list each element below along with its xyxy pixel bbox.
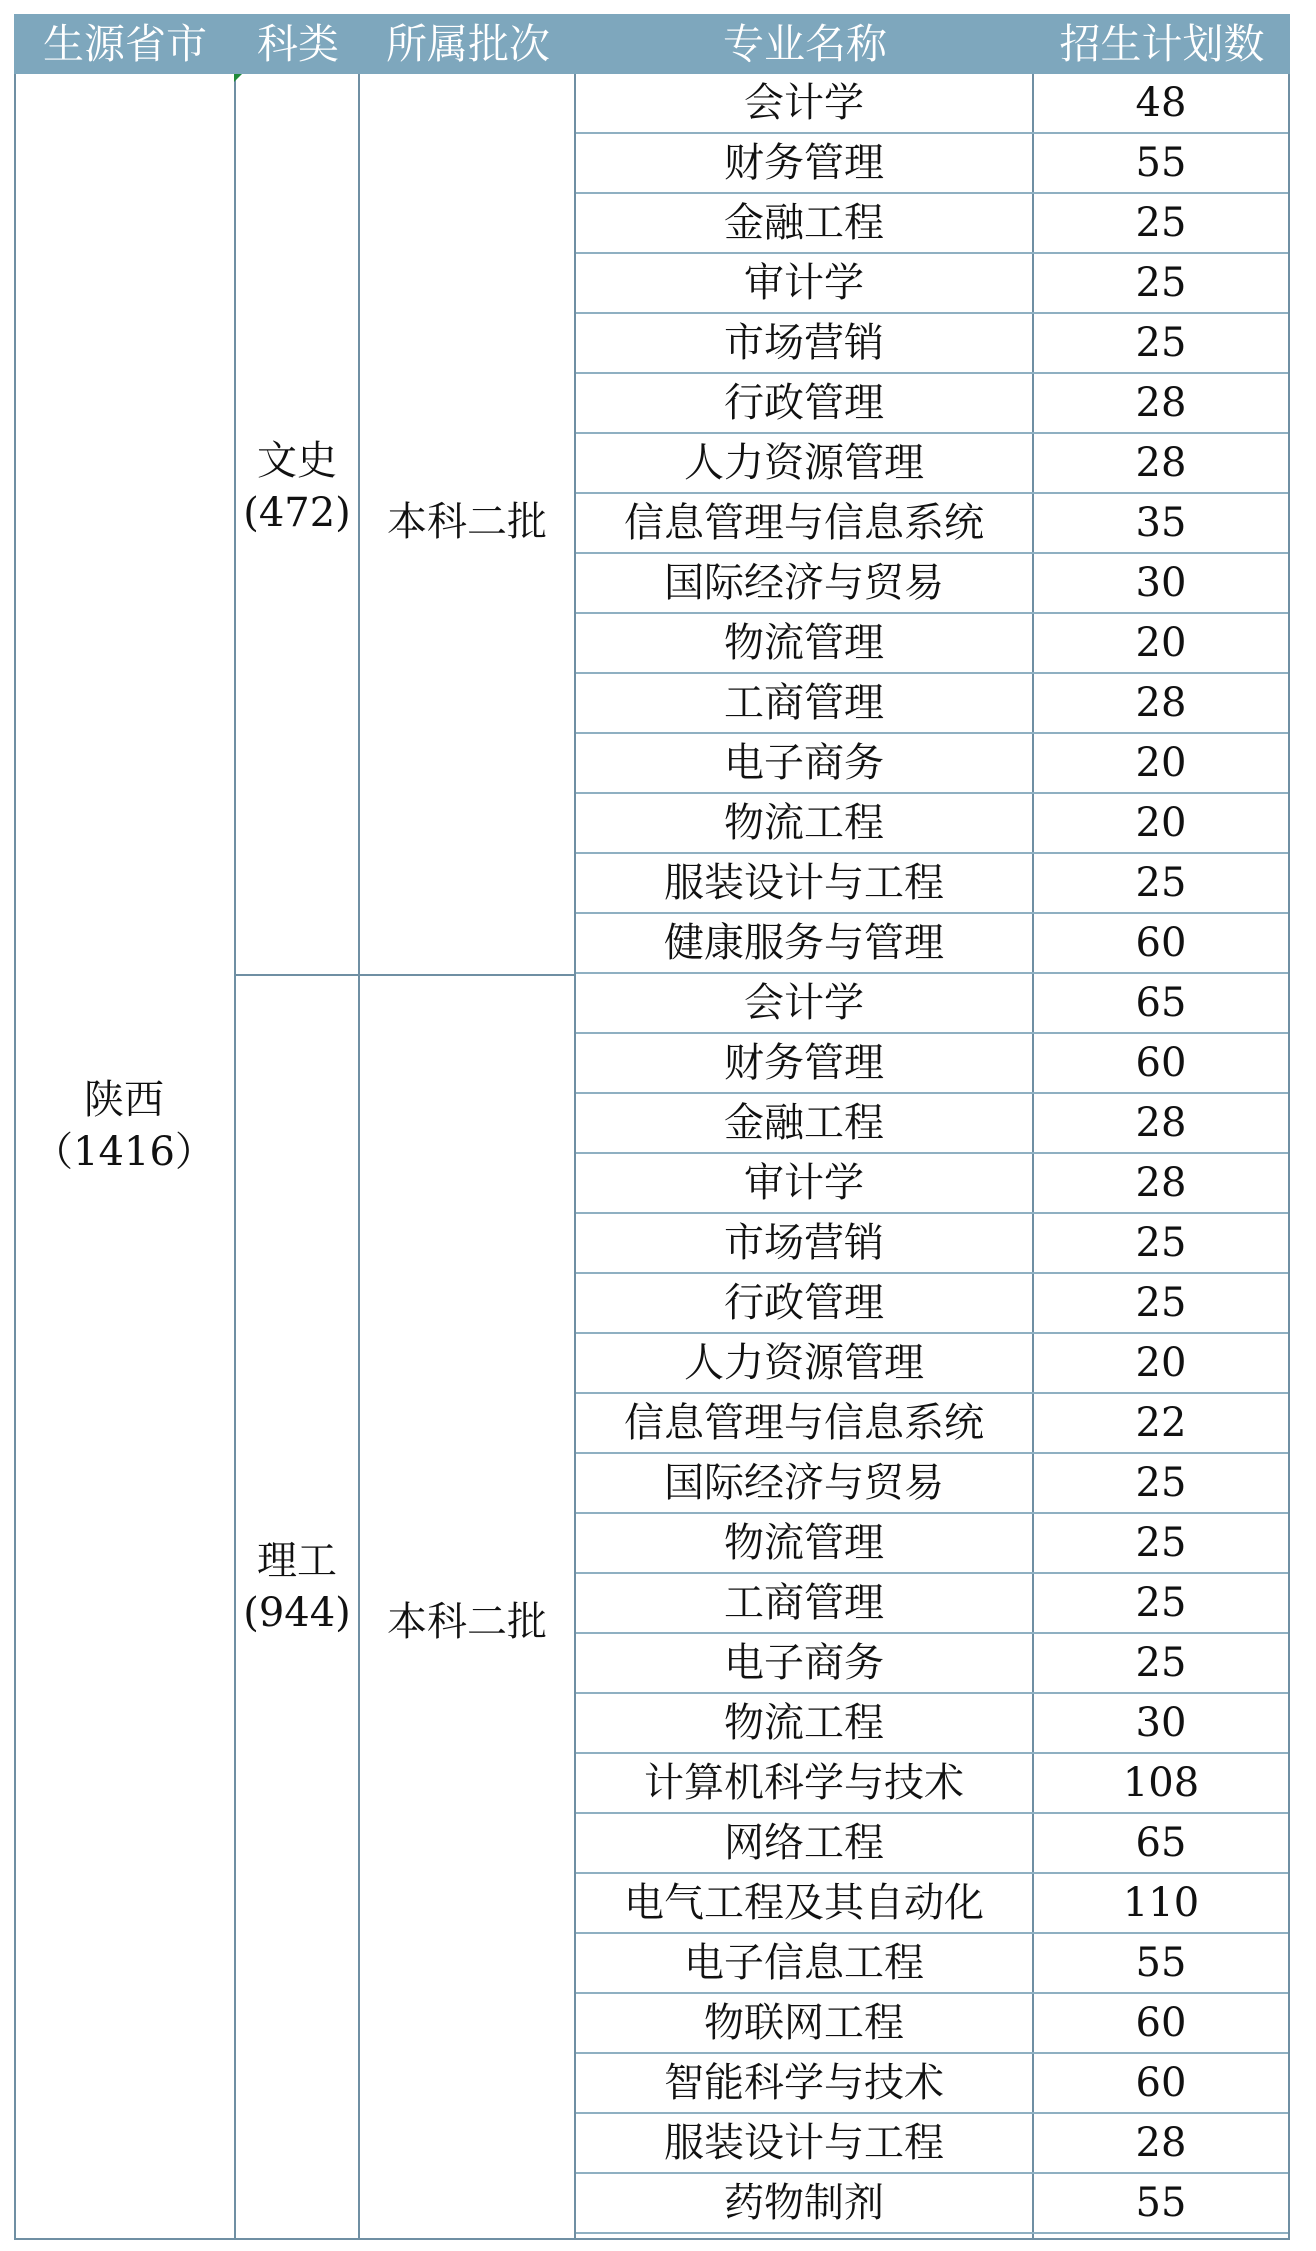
major-name: 物流管理 (724, 620, 884, 666)
major-name: 服装设计与工程 (664, 2120, 944, 2166)
province-total: （1416） (33, 1129, 215, 1175)
grid-line (234, 74, 236, 2240)
table-row (576, 1514, 1288, 1574)
plan-count: 20 (1135, 620, 1187, 666)
table-row (576, 1694, 1288, 1754)
plan-count: 60 (1135, 1040, 1187, 1086)
major-name: 工商管理 (724, 1580, 884, 1626)
plan-count: 20 (1135, 740, 1187, 786)
table-header (14, 14, 1290, 74)
plan-count: 25 (1135, 260, 1187, 306)
major-name: 市场营销 (724, 1220, 884, 1266)
major-name: 服装设计与工程 (664, 860, 944, 906)
table-row (576, 1394, 1288, 1454)
plan-count: 28 (1135, 2120, 1187, 2166)
table-row (576, 2054, 1288, 2114)
table-row (576, 1454, 1288, 1514)
table-row (576, 1634, 1288, 1694)
plan-count: 28 (1135, 1100, 1187, 1146)
plan-count: 22 (1135, 1400, 1187, 1446)
table-row (576, 314, 1288, 374)
major-name: 会计学 (744, 980, 864, 1026)
major-name: 电子商务 (724, 740, 884, 786)
header-category: 科类 (257, 20, 339, 68)
plan-count: 28 (1135, 680, 1187, 726)
province-cell (14, 1074, 234, 1178)
major-name: 审计学 (744, 1160, 864, 1206)
table-row (576, 674, 1288, 734)
table-row (576, 1754, 1288, 1814)
table-row (576, 554, 1288, 614)
plan-count: 65 (1135, 1820, 1187, 1866)
plan-count: 28 (1135, 1160, 1187, 1206)
plan-count: 110 (1122, 1880, 1200, 1926)
table-row (576, 1934, 1288, 1994)
table-row (576, 794, 1288, 854)
plan-count: 25 (1135, 1460, 1187, 1506)
category-name: 文史 (257, 438, 337, 484)
plan-count: 108 (1122, 1760, 1200, 1806)
table-row (576, 194, 1288, 254)
major-name: 信息管理与信息系统 (624, 1400, 984, 1446)
province-name: 陕西 (84, 1077, 164, 1123)
table-row (576, 1154, 1288, 1214)
table-row (576, 254, 1288, 314)
major-name: 物联网工程 (704, 2000, 904, 2046)
plan-count: 20 (1135, 1340, 1187, 1386)
major-name: 网络工程 (724, 1820, 884, 1866)
plan-count: 25 (1135, 200, 1187, 246)
plan-count: 28 (1135, 380, 1187, 426)
major-name: 健康服务与管理 (664, 920, 944, 966)
plan-count: 30 (1135, 1700, 1187, 1746)
major-name: 电气工程及其自动化 (624, 1880, 984, 1926)
major-name: 物流工程 (724, 800, 884, 846)
major-name: 人力资源管理 (684, 1340, 924, 1386)
plan-count: 20 (1135, 800, 1187, 846)
plan-count: 48 (1135, 80, 1187, 126)
major-name: 电子商务 (724, 1640, 884, 1686)
plan-count: 25 (1135, 1280, 1187, 1326)
plan-count: 35 (1135, 500, 1187, 546)
plan-count: 60 (1135, 2060, 1187, 2106)
major-name: 工商管理 (724, 680, 884, 726)
major-name: 物流工程 (724, 1700, 884, 1746)
major-name: 财务管理 (724, 1040, 884, 1086)
plan-count: 25 (1135, 860, 1187, 906)
table-row (576, 1334, 1288, 1394)
major-name: 审计学 (744, 260, 864, 306)
plan-count: 65 (1135, 980, 1187, 1026)
plan-count: 28 (1135, 440, 1187, 486)
table-row (576, 1094, 1288, 1154)
plan-count: 55 (1135, 140, 1187, 186)
major-name: 计算机科学与技术 (644, 1760, 964, 1806)
category-cell (236, 435, 358, 539)
table-row (576, 734, 1288, 794)
cell-comment-marker (234, 74, 242, 82)
table-row (576, 854, 1288, 914)
table-row (576, 614, 1288, 674)
plan-count: 25 (1135, 1220, 1187, 1266)
plan-count: 55 (1135, 2180, 1187, 2226)
table-row (576, 1874, 1288, 1934)
table-row (576, 2174, 1288, 2234)
table-row (576, 1994, 1288, 2054)
major-name: 会计学 (744, 80, 864, 126)
table-row (576, 134, 1288, 194)
plan-count: 25 (1135, 1520, 1187, 1566)
major-name: 智能科学与技术 (664, 2060, 944, 2106)
enrollment-plan-table (14, 14, 1290, 2240)
plan-count: 60 (1135, 2000, 1187, 2046)
table-row (576, 74, 1288, 134)
plan-count: 25 (1135, 320, 1187, 366)
major-name: 信息管理与信息系统 (624, 500, 984, 546)
plan-count: 60 (1135, 920, 1187, 966)
header-plan: 招生计划数 (1059, 20, 1265, 68)
table-row (576, 374, 1288, 434)
major-name: 国际经济与贸易 (664, 560, 944, 606)
table-row (576, 2114, 1288, 2174)
table-row (576, 1814, 1288, 1874)
category-name: 理工 (257, 1538, 337, 1584)
table-row (576, 434, 1288, 494)
table-row (576, 1574, 1288, 1634)
major-name: 物流管理 (724, 1520, 884, 1566)
major-name: 人力资源管理 (684, 440, 924, 486)
major-name: 金融工程 (724, 200, 884, 246)
group-divider (234, 974, 576, 976)
category-cell (236, 1535, 358, 1639)
header-major: 专业名称 (723, 20, 887, 68)
header-batch: 所属批次 (386, 20, 550, 68)
major-name: 行政管理 (724, 380, 884, 426)
major-name: 国际经济与贸易 (664, 1460, 944, 1506)
major-name: 电子信息工程 (684, 1940, 924, 1986)
plan-count: 30 (1135, 560, 1187, 606)
plan-count: 25 (1135, 1640, 1187, 1686)
table-row (576, 914, 1288, 974)
table-row (576, 974, 1288, 1034)
major-name: 财务管理 (724, 140, 884, 186)
plan-count: 55 (1135, 1940, 1187, 1986)
table-row (576, 494, 1288, 554)
major-name: 行政管理 (724, 1280, 884, 1326)
major-name: 药物制剂 (724, 2180, 884, 2226)
major-name: 金融工程 (724, 1100, 884, 1146)
batch-cell: 本科二批 (387, 499, 547, 545)
header-province: 生源省市 (43, 20, 207, 68)
plan-count: 25 (1135, 1580, 1187, 1626)
table-row (576, 1034, 1288, 1094)
table-row (576, 1274, 1288, 1334)
category-count: (472) (243, 490, 351, 536)
category-count: (944) (243, 1590, 351, 1636)
batch-cell: 本科二批 (387, 1599, 547, 1645)
table-row (576, 1214, 1288, 1274)
major-name: 市场营销 (724, 320, 884, 366)
grid-line (358, 74, 360, 2240)
